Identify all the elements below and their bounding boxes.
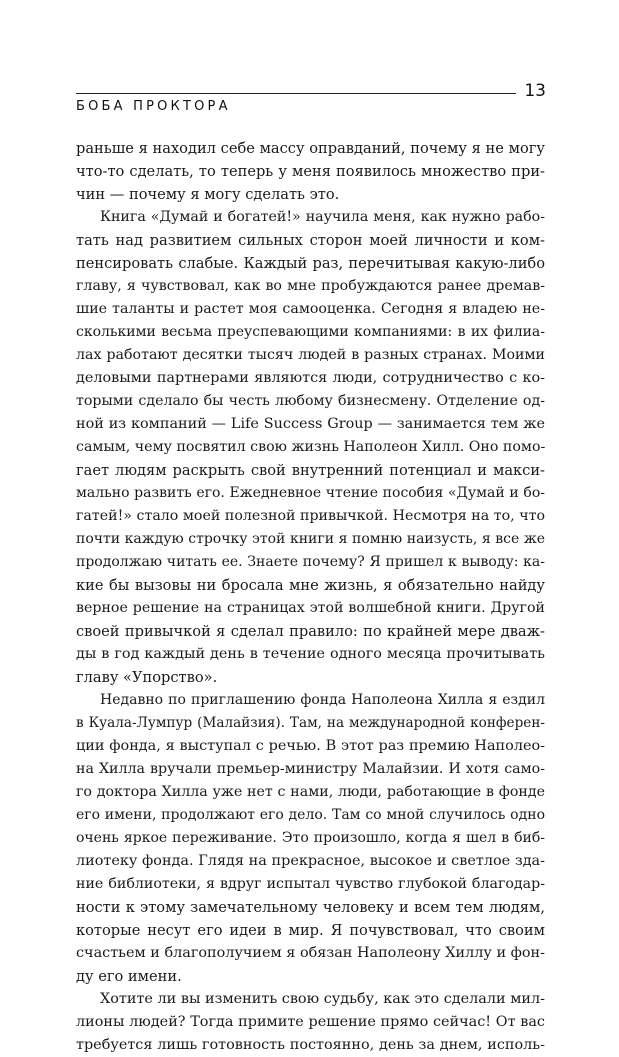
- text-line: гает людям раскрыть свой внутренний потенциал и макси-: [76, 462, 545, 479]
- text-line: что-то сделать, то теперь у меня появилось множество при-: [76, 163, 545, 180]
- body-text: [76, 137, 545, 1057]
- text-line: требуется лишь готовность постоянно, день за днем, исполь-: [76, 1037, 545, 1053]
- text-line: Недавно по приглашению фонда Наполеона Хилла я ездил: [100, 692, 545, 708]
- text-line: деловыми партнерами являются люди, сотрудничество с ко-: [76, 370, 545, 386]
- text-line: самым, чему посвятил свою жизнь Наполеон Хилл. Оно помо-: [76, 439, 545, 455]
- text-line: верное решение на страницах этой волшебной книги. Другой: [76, 600, 545, 616]
- text-line: ние библиотеки, я вдруг испытал чувство глубокой благодар-: [76, 876, 545, 892]
- text-line: главу, я чувствовал, как во мне пробуждаются ранее дремав-: [76, 278, 545, 294]
- text-line: гатей!» стало моей полезной привычкой. Несмотря на то, что: [76, 508, 545, 524]
- text-line: шие таланты и растет моя самооценка. Сегодня я владею не-: [76, 301, 545, 317]
- text-line: кие бы вызовы ни бросала мне жизнь, я обязательно найду: [76, 577, 545, 594]
- text-line: чин — почему я могу сделать это.: [76, 186, 340, 203]
- page-number: 13: [524, 81, 546, 101]
- text-line: ду его имени.: [76, 968, 182, 985]
- text-line: лах работают десятки тысяч людей в разных странах. Моими: [76, 347, 545, 363]
- text-line: в Куала-Лумпур (Малайзия). Там, на международной конферен-: [76, 715, 545, 731]
- text-line: Книга «Думай и богатей!» научила меня, как нужно рабо-: [100, 209, 545, 225]
- text-line: главу «Упорство».: [76, 669, 218, 686]
- running-head: БОБА ПРОКТОРА: [76, 99, 231, 114]
- text-line: ды в год каждый день в течение одного месяца прочитывать: [76, 646, 545, 662]
- page-header: [76, 81, 546, 114]
- text-line: пенсировать слабые. Каждый раз, перечитывая какую-либо: [76, 255, 545, 272]
- text-line: сколькими весьма преуспевающими компаниями: в их филиа-: [76, 324, 545, 340]
- text-line: счастьем и благополучием я обязан Наполеону Хиллу и фон-: [76, 945, 545, 961]
- header-rule: [76, 93, 516, 94]
- text-line: го доктора Хилла уже нет с нами, люди, работающие в фонде: [76, 784, 545, 800]
- text-line: торыми сделало бы честь любому бизнесмену. Отделение од-: [76, 393, 545, 409]
- text-line: которые несут его идеи в мир. Я почувствовал, что своим: [76, 922, 545, 939]
- text-line: продолжаю читать ее. Знаете почему? Я пришел к выводу: ка-: [76, 554, 545, 570]
- text-line: ности к этому замечательному человеку и всем тем людям,: [76, 899, 545, 916]
- text-line: лионы людей? Тогда примите решение прямо сейчас! От вас: [76, 1014, 545, 1030]
- text-line: его имени, продолжают его дело. Там со мной случилось одно: [76, 807, 545, 823]
- text-line: почти каждую строчку этой книги я помню наизусть, я все же: [76, 531, 545, 547]
- text-line: лиотеку фонда. Глядя на прекрасное, высокое и светлое зда-: [76, 853, 545, 869]
- text-line: очень яркое переживание. Это произошло, когда я шел в биб-: [76, 830, 545, 846]
- text-line: Хотите ли вы изменить свою судьбу, как это сделали мил-: [100, 991, 545, 1007]
- text-line: раньше я находил себе массу оправданий, почему я не могу: [76, 140, 545, 157]
- text-line: ции фонда, я выступал с речью. В этот раз премию Наполео-: [76, 738, 545, 754]
- text-line: своей привычкой я сделал правило: по крайней мере дваж-: [76, 623, 545, 640]
- text-line: мально развить его. Ежедневное чтение пособия «Думай и бо-: [76, 485, 545, 501]
- text-line: ной из компаний — Life Success Group — занимается тем же: [76, 416, 545, 432]
- text-line: на Хилла вручали премьер-министру Малайзии. И хотя само-: [76, 761, 545, 777]
- text-line: тать над развитием сильных сторон моей личности и ком-: [76, 232, 545, 249]
